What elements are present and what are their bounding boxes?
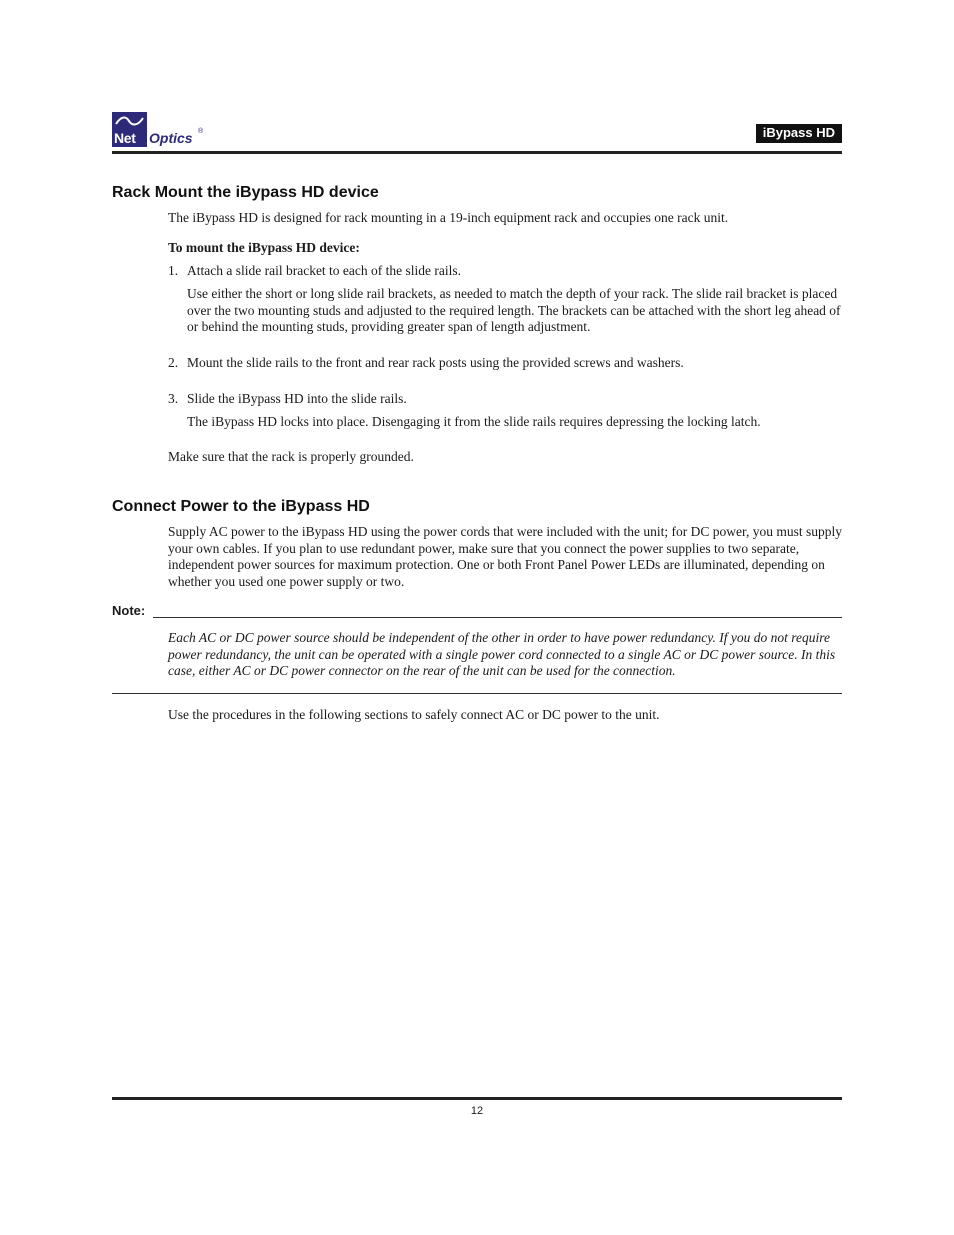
section-heading-rack-mount: Rack Mount the iBypass HD device xyxy=(112,184,379,201)
page-number: 12 xyxy=(470,1105,484,1117)
step-1-detail: Use either the short or long slide rail brackets, as needed to match the depth of your rack. The slide rail bracket is placed over the two mounting studs and adjusted to the required length. The brackets can be attached with the short leg ahead of or behind the mounting studs, providing greater span of length adjustment. xyxy=(187,286,841,335)
footer-rule xyxy=(112,1097,842,1100)
logo-badge xyxy=(112,112,147,147)
note-top-rule xyxy=(153,617,842,618)
step-1-number: 1. xyxy=(168,263,179,278)
step-3-number: 3. xyxy=(168,391,179,406)
note-text: Each AC or DC power source should be independent of the other in order to have power redundancy. If you do not require power redundancy, the unit can be operated with a single power cord connected to a single AC or DC power source. In this case, either AC or DC power connector on the rear of the unit can be used for the connection. xyxy=(168,630,836,679)
step-3-text: Slide the iBypass HD into the slide rails. xyxy=(187,391,407,406)
section-heading-connect-power: Connect Power to the iBypass HD xyxy=(112,498,370,515)
procedure-title: To mount the iBypass HD device: xyxy=(168,240,360,255)
product-tag: iBypass HD xyxy=(756,124,842,143)
wave-icon xyxy=(115,114,144,128)
grounding-note: Make sure that the rack is properly grounded. xyxy=(168,449,414,464)
rack-mount-intro: The iBypass HD is designed for rack mounting in a 19-inch equipment rack and occupies one rack unit. xyxy=(168,210,729,225)
step-2-number: 2. xyxy=(168,355,179,370)
step-2-text: Mount the slide rails to the front and rear rack posts using the provided screws and washers. xyxy=(187,355,684,370)
logo-optics-text: Optics xyxy=(149,130,193,146)
step-3-detail: The iBypass HD locks into place. Disengaging it from the slide rails requires depressing the locking latch. xyxy=(187,414,761,429)
connect-power-closing: Use the procedures in the following sections to safely connect AC or DC power to the unit. xyxy=(168,707,660,722)
step-1-text: Attach a slide rail bracket to each of the slide rails. xyxy=(187,263,462,278)
header-rule xyxy=(112,151,842,154)
note-bottom-rule xyxy=(112,693,842,694)
note-label: Note: xyxy=(112,603,146,618)
logo-registered-mark: ® xyxy=(198,128,204,135)
netoptics-logo xyxy=(112,112,232,148)
logo-net-text: Net xyxy=(114,130,136,146)
connect-power-intro: Supply AC power to the iBypass HD using the power cords that were included with the unit; for DC power, you must supply your own cables. If you plan to use redundant power, make sure that you connect the power supplies to two separate, independent power sources for maximum protection. One or both Front Panel Power LEDs are illuminated, depending on whether you used one power supply or two. xyxy=(168,524,843,589)
